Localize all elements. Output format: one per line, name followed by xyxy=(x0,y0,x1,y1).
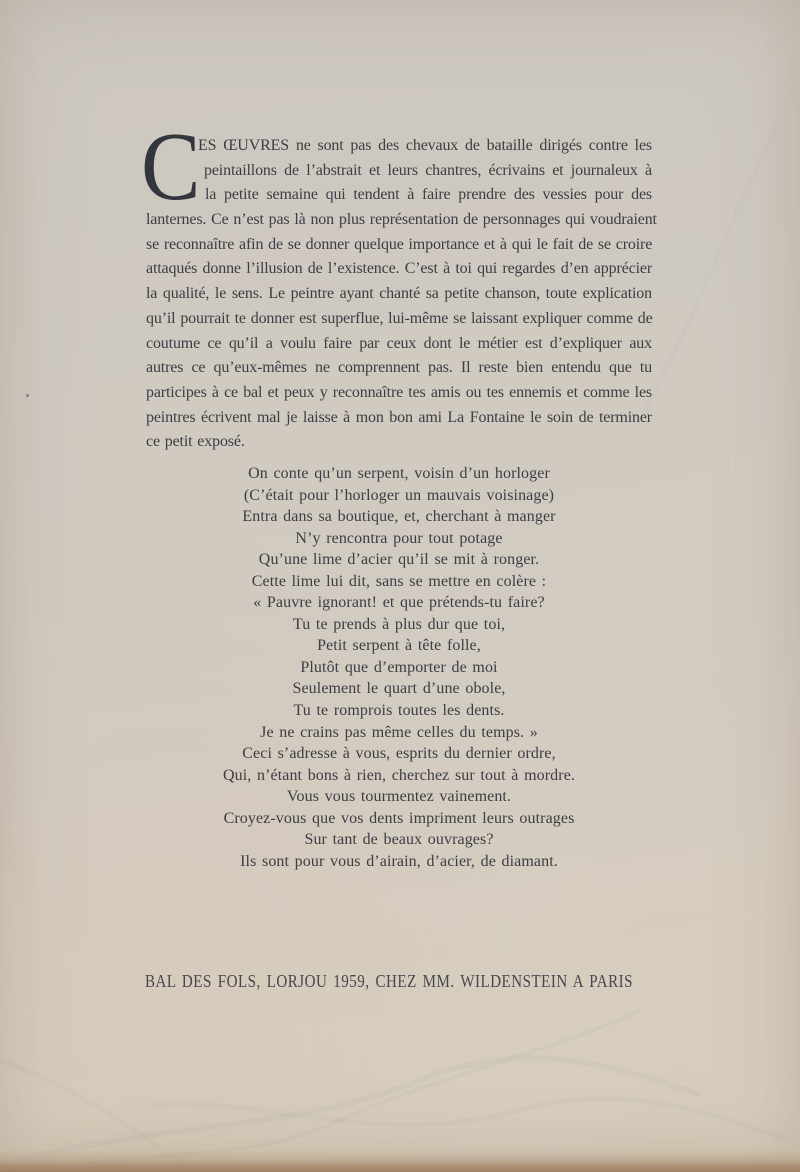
poem-line: Tu te prends à plus dur que toi, xyxy=(292,615,506,633)
fable-poem xyxy=(0,463,798,872)
paper-speck xyxy=(26,394,29,397)
intro-line: peintres écrivent mal je laisse à mon bon ami La Fontaine le soin de terminer xyxy=(146,408,652,426)
poem-line: Croyez-vous que vos dents impriment leurs outrages xyxy=(223,809,575,827)
poem-line: Ceci s’adresse à vous, esprits du dernier ordre, xyxy=(242,745,556,763)
poem-line: Sur tant de beaux ouvrages? xyxy=(304,831,494,849)
poem-line: On conte qu’un serpent, voisin d’un horloger xyxy=(248,465,550,482)
intro-line: attaqués donne l’illusion de l’existence. C’est à toi qui regardes d’en apprécier xyxy=(146,260,652,278)
intro-paragraph xyxy=(146,134,657,455)
poem-line: Entra dans sa boutique, et, cherchant à manger xyxy=(242,508,556,526)
intro-line: participes à ce bal et peux y reconnaître tes amis ou tes ennemis et comme les xyxy=(146,383,652,401)
intro-line: la petite semaine qui tendent à faire prendre des vessies pour des xyxy=(205,186,652,204)
poem-line: Plutôt que d’emporter de moi xyxy=(300,658,498,676)
poem-line: Tu te romprois toutes les dents. xyxy=(293,702,505,720)
poem-line: Cette lime lui dit, sans se mettre en colère : xyxy=(251,572,547,590)
intro-line: peintaillons de l’abstrait et leurs chantres, écrivains et journaleux à xyxy=(204,161,652,179)
poem-line: Qu’une lime d’acier qu’il se mit à ronger. xyxy=(258,551,540,569)
poem-line: Seulement le quart d’une obole, xyxy=(292,680,506,698)
poem-line: (C’était pour l’horloger un mauvais voisinage) xyxy=(243,486,555,504)
intro-line: ES ŒUVRES ne sont pas des chevaux de bataille dirigés contre les xyxy=(198,137,652,154)
poem-line: Je ne crains pas même celles du temps. » xyxy=(260,723,538,741)
poem-line: « Pauvre ignorant! et que prétends-tu faire? xyxy=(253,594,545,612)
poem-line: Vous vous tourmentez vainement. xyxy=(286,788,512,806)
drop-cap-letter: C xyxy=(141,113,201,220)
intro-line: qu’il pourrait te donner est superflue, lui-même se laissant expliquer comme de xyxy=(146,309,653,327)
page-bottom-edge xyxy=(0,1150,800,1172)
intro-line: lanternes. Ce n’est pas là non plus représentation de personnages qui voudraient xyxy=(146,211,657,229)
poem-line: Petit serpent à tête folle, xyxy=(317,637,481,655)
exhibition-caption: BAL DES FOLS, LORJOU 1959, CHEZ MM. WILDENSTEIN A PARIS xyxy=(145,971,633,991)
poem-line: Qui, n’étant bons à rien, cherchez sur tout à mordre. xyxy=(222,766,575,784)
intro-line: la qualité, le sens. Le peintre ayant chanté sa petite chanson, toute explication xyxy=(146,285,652,303)
poem-line: Ils sont pour vous d’airain, d’acier, de diamant. xyxy=(240,852,558,870)
intro-line: coutume ce qu’il a voulu faire par ceux dont le métier est d’expliquer aux xyxy=(146,334,652,352)
poem-line: N’y rencontra pour tout potage xyxy=(295,529,503,547)
intro-line: se reconnaître afin de se donner quelque importance et à qui le fait de se croire xyxy=(146,235,653,253)
intro-line: ce petit exposé. xyxy=(146,433,245,451)
intro-line: autres ce qu’eux-mêmes ne comprennent pas. Il reste bien entendu que tu xyxy=(146,359,652,377)
